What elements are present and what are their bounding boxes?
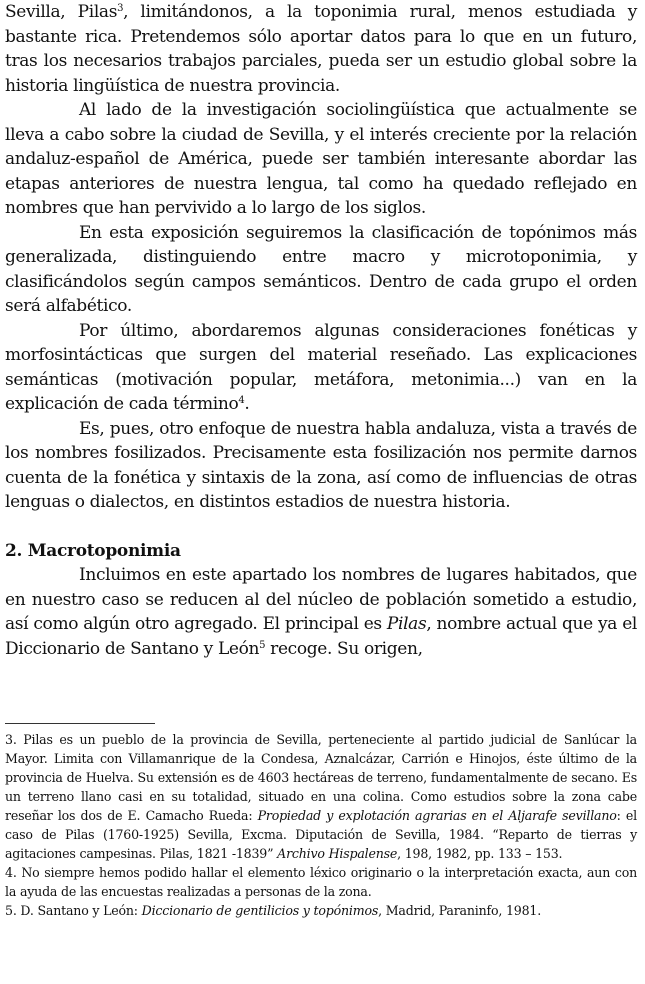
paragraph-approach: Es, pues, otro enfoque de nuestra habla andaluza, vista a través de los nombres fosilizados. Precisamente esta fosilización nos permite darnos cuenta de la fonética y sintaxis de la zona, así como de influencias de otras lenguas o dialectos, en distintos estadios de nuestra historia.	[5, 418, 637, 512]
text-run: 5. D. Santano y León:	[5, 903, 142, 918]
text-run: .	[244, 394, 250, 414]
text-run: , Madrid, Paraninfo, 1981.	[378, 903, 542, 918]
section-spacer	[5, 515, 637, 539]
document-page	[5, 0, 637, 920]
text-run: , nombre actual que ya el Diccionario de Santano y León	[5, 614, 637, 659]
paragraph-classification: En esta exposición seguiremos la clasificación de topónimos más generalizada, distinguiendo entre macro y microtoponimia, y clasificándolos según campos semánticos. Dentro de cada grupo el orden será alfabético.	[5, 222, 637, 316]
footnote-ref-4: 4	[238, 395, 245, 406]
italic-title: Propiedad y explotación agrarias en el Aljarafe sevillano	[257, 808, 617, 823]
italic-title: Diccionario de gentilicios y topónimos	[141, 903, 379, 918]
body-text	[5, 0, 637, 661]
footnote-divider	[5, 723, 155, 724]
italic-title: Archivo Hispalense	[277, 846, 398, 861]
italic-term: Pilas	[386, 614, 427, 634]
section-heading: 2. Macrotoponimia	[5, 540, 181, 561]
paragraph-phonetics	[5, 319, 637, 417]
footnote-3	[5, 730, 637, 863]
paragraph-macrotoponimia	[5, 563, 637, 661]
text-run: Sevilla, Pilas	[5, 2, 118, 22]
text-run: 3. Pilas es un pueblo de la provincia de Sevilla, perteneciente al partido judicial de Sanlúcar la Mayor. Limita con Villamanrique de la Condesa, Aznalcázar, Carrión e Hinojos, éste último de la provincia de Huelva. Su extensión es de 4603 hectáreas de terreno, fundamentalmente de secano. Es un terreno llano casi en su totalidad, situado en una colina. Como estudios sobre la zona cabe reseñar los dos de E. Camacho Rueda:	[5, 732, 637, 823]
footnotes	[5, 730, 637, 920]
paragraph-sociolinguistics: Al lado de la investigación sociolingüística que actualmente se lleva a cabo sobre la ciudad de Sevilla, y el interés creciente por la relación andaluz-español de América, puede ser también interesante abordar las etapas anteriores de nuestra lengua, tal como ha quedado reflejado en nombres que han pervivido a lo largo de los siglos.	[5, 100, 637, 218]
footnote-ref-3: 3	[117, 3, 124, 14]
text-run: recoge. Su origen,	[265, 638, 423, 659]
text-run: Por último, abordaremos algunas consideraciones fonéticas y morfosintácticas que surgen del material reseñado. Las explicaciones semánticas (motivación popular, metáfora, metonimia...) van en la explicación de cada término	[5, 320, 637, 414]
text-run: , 198, 1982, pp. 133 – 153.	[397, 846, 563, 861]
text-run: : el caso de Pilas (1760-1925) Sevilla, Excma. Diputación de Sevilla, 1984. “Reparto de tierras y agitaciones campesinas. Pilas, 1821 -1839”	[5, 808, 637, 861]
footnote-ref-5: 5	[259, 639, 266, 651]
text-run: Incluimos en este apartado los nombres de lugares habitados, que en nuestro caso se reducen al del núcleo de población sometido a estudio, así como algún otro agregado. El principal es	[5, 565, 637, 634]
paragraph-intro-continuation	[5, 0, 637, 98]
footnote-4: 4. No siempre hemos podido hallar el elemento léxico originario o la interpretación exacta, aun con la ayuda de las encuestas realizadas a personas de la zona.	[5, 865, 637, 899]
text-run: , limitándonos, a la toponimia rural, menos estudiada y bastante rica. Pretendemos sólo aportar datos para lo que en un futuro, tras los necesarios trabajos parciales, pueda ser un estudio global sobre la historia lingüística de nuestra provincia.	[5, 2, 637, 96]
footnote-5	[5, 901, 637, 920]
